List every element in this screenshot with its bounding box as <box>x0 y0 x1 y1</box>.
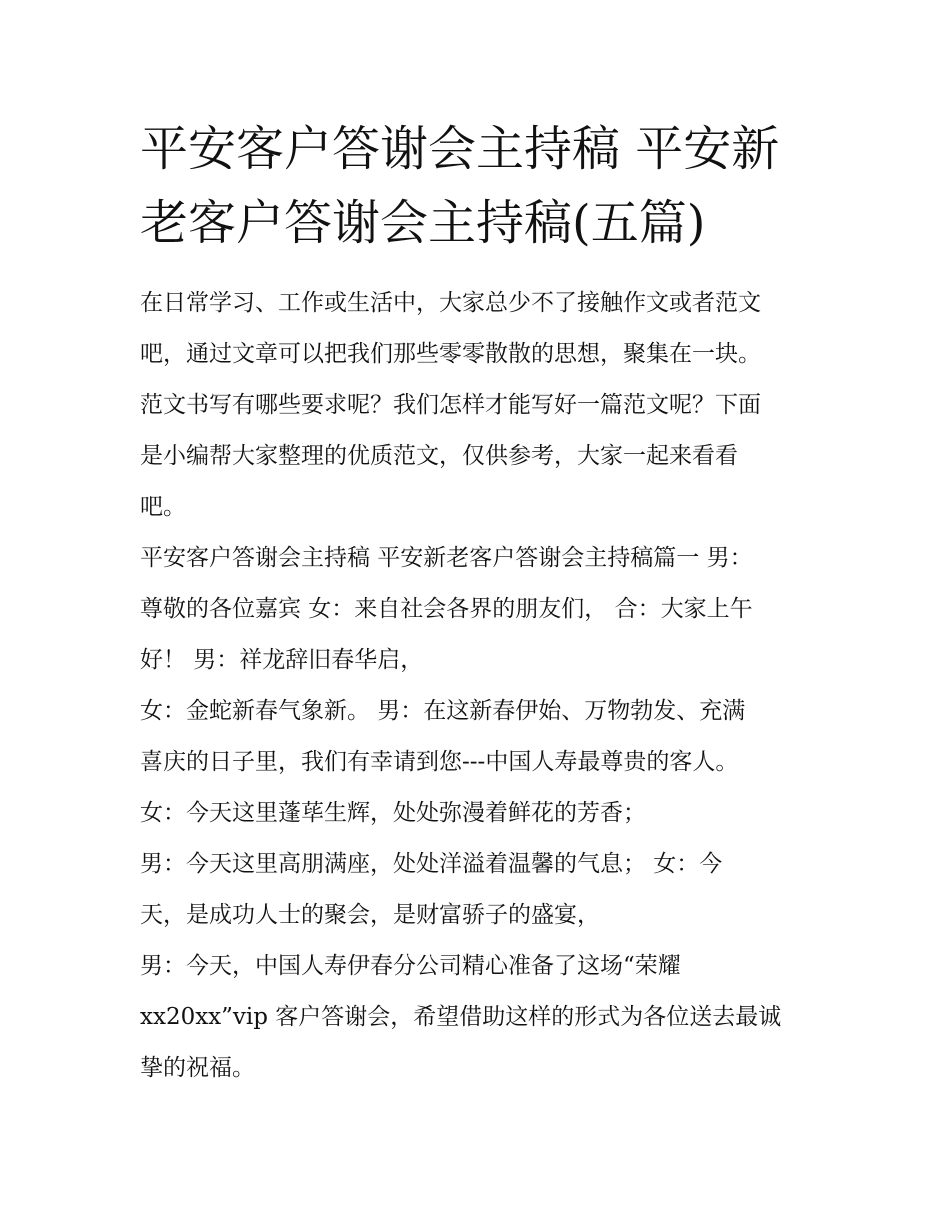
document-title <box>140 112 830 260</box>
body-line: xx20xx”vip 客户答谢会，希望借助这样的形式为各位送去最诚 <box>140 1004 782 1030</box>
body-line: 吧。 <box>140 494 186 520</box>
document-body <box>140 278 830 1094</box>
body-line: 挚的祝福。 <box>140 1055 255 1081</box>
body-line: 喜庆的日子里，我们有幸请到您---中国人寿最尊贵的客人。 <box>140 749 739 775</box>
body-line: 好！ 男：祥龙辞旧春华启， <box>140 647 424 673</box>
title-line: 老客户答谢会主持稿(五篇) <box>140 195 706 251</box>
body-line: 在日常学习、工作或生活中，大家总少不了接触作文或者范文 <box>140 290 761 316</box>
body-line: 女：今天这里蓬荜生辉，处处弥漫着鲜花的芳香； <box>140 800 646 826</box>
title-line: 平安客户答谢会主持稿 平安新 <box>140 121 780 177</box>
body-line: 尊敬的各位嘉宾 女：来自社会各界的朋友们， 合：大家上午 <box>140 596 753 622</box>
body-line: 男：今天，中国人寿伊春分公司精心准备了这场“荣耀 <box>140 953 681 979</box>
body-line: 天，是成功人士的聚会，是财富骄子的盛宴， <box>140 902 600 928</box>
body-line: 平安客户答谢会主持稿 平安新老客户答谢会主持稿篇一 男： <box>140 545 753 571</box>
body-line: 男：今天这里高朋满座，处处洋溢着温馨的气息； 女：今 <box>140 851 723 877</box>
body-line: 吧，通过文章可以把我们那些零零散散的思想，聚集在一块。 <box>140 341 761 367</box>
body-line: 女：金蛇新春气象新。 男：在这新春伊始、万物勃发、充满 <box>140 698 746 724</box>
body-line: 是小编帮大家整理的优质范文，仅供参考，大家一起来看看 <box>140 443 738 469</box>
body-line: 范文书写有哪些要求呢？我们怎样才能写好一篇范文呢？下面 <box>140 392 761 418</box>
